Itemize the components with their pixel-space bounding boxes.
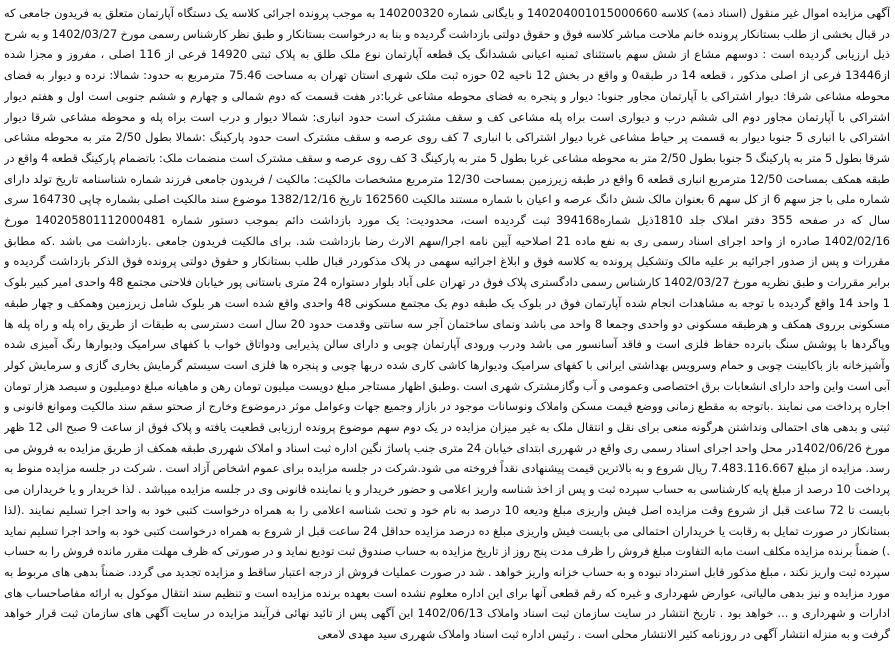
auction-notice-document bbox=[4, 3, 890, 667]
auction-notice-text: آگهی مزایده اموال غیر منقول (اسناد ذمه) کلاسه 140204001015000660 و بایگانی شماره 140200320 به موجب پرونده اجرائی کلاسه یک دستگاه آپارتمان متعلق به فریدون جامعی که در قبال بخشی از طلب بستانکار پرونده خانم ملاحت مباشر کلاسه فوق و حقوق دولتی بازداشت گردیده و بنا به درخواست بستانکار و طبق نظر کارشناس رسمی مورخ 1402/03/27 و به شرح ذیل ارزیابی گردیده است : دوسهم مشاع از شش سهم باستثنای ثمنیه اعیانی ششدانگ یک قطعه آپارتمان نوع ملک طلق به پلاک ثبتی 14920 فرعی از 116 اصلی ، مفروز و مجزا شده از13446 فرعی از اصلی مذکور ، قطعه 14 در طبقه0 و واقع در بخش 12 ناحیه 02 حوزه ثبت ملک شهری استان تهران به مساحت 75.46 مترمربع به حدود: شمالا: نرده و دیوار به فضای محوطه مشاعی شرقا: دیوار اشتراکی با آپارتمان مجاور جنوبا: دیوار و پنجره به فضای محوطه مشاعی غربا:در هفت قسمت که دوم شمالی و چهارم و ششم جنوبی است اول و هفتم دیوار اشتراکی با آپارتمان مجاور دوم الی ششم درب و دیواری است براه پله مشاعی کف و سقف مشترک است حدود انباری: شمالا دیوار و درب است براه پله و محوطه مشاعی شرقا دیوار اشتراکی با انباری 5 جنوبا دیوار به قسمت پر حیاط مشاعی غربا دیوار اشتراکی با انباری 7 کف روی عرصه و سقف مشترک است حدود پارکینگ :شمالا بطول 2/50 متر به محوطه مشاعی شرقا بطول 5 متر به پارکینگ 5 جنوبا بطول 2/50 متر به محوطه مشاعی غربا بطول 5 متر به پارکینگ 3 کف روی عرصه و سقف مشترک است منضمات ملک: باتضمام پارکینگ قطعه 4 واقع در طبقه همکف بمساحت 12/50 مترمربع انباری قطعه 6 واقع در طبقه زیرزمین بمساحت 12/30 مترمربع مشخصات مالکیت: مالکیت / فریدون جامعی فرزند شماره شناسنامه تاریخ تولد دارای شماره ملی با جز سهم 6 از کل سهم 6 بعنوان مالک شش دانگ عرصه و اعیان با شماره مستند مالکیت 162560 تاریخ 1382/12/16 موضوع سند مالکیت اصلی بشماره چاپی 164730 سری سال که در صفحه 355 دفتر املاک جلد 1810ذیل شماره394168 ثبت گردیده است، محدودیت: یک مورد بازداشت دائم بموجب دستور شماره 140205801112000481 مورخ 1402/02/16 صادره از واحد اجرای اسناد رسمی ری به نفع ماده 21 اصلاحیه آیین نامه اجرا/سهم الارث رضا بازداشت شد. برای مالکیت فریدون جامعی .بازداشت می باشد .که مطابق مقررات و پس از صدور اجرائیه بر علیه مالک وتشکیل پرونده به کلاسه فوق و ابلاغ اجرائیه سهمی در پلاک مذکوردر قبال طلب بستانکار و حقوق دولتی پرونده فوق الذکر بازداشت گردیده و برابر مقررات و طبق نظریه مورخ 1402/03/27 کارشناس رسمی دادگستری پلاک فوق در تهران علی آباد بلوار دستواره 24 متری باستانی پور خیابان فلاحتی مجتمع 48 واحدی امیر کبیر بلوک 1 واحد 14 واقع گردیده با توجه به مشاهدات انجام شده آپارتمان فوق در بلوک یک طبقه دوم یک مجتمع مسکونی 48 واحدی واقع شده است هر بلوک شامل زیرزمین وهمکف و چهار طبقه مسکونی برروی همکف و هرطبقه مسکونی دو واحدی وجمعا 8 واحد می باشد ونمای ساختمان آجر سه سانتی وقدمت حدود 20 سال است دسترسی به طبقات از طریق راه پله و راه پله ها وپاگردها با پوشش سنگ بانرده حفاظ فلزی است و فاقد آسانسور می باشد ودرب ورودی آپارتمان چوبی و دارای سالن پذیرایی ودواتاق خواب با کفهای سرامیک ودیوارها رنگ آمیزی شده وآشپزخانه باز باکابینت چوبی و حمام وسرویس بهداشتی ایرانی با کفهای سرامیک ودیوارها کاشی کاری شده دربها چوبی و پنجره ها فلزی است سیستم گرمایش بخاری گازی و سرمایش کولر آبی است واین واحد دارای انشعابات برق اختصاصی وعمومی و آب وگازمشترک شهری است .وطبق اظهار مستاجر مبلغ دویست میلیون تومان رهن و ماهیانه مبلغ دومیلیون و سیصد هزار تومان اجاره پرداخت می نمایند .باتوجه به مقطع زمانی ووضع قیمت مسکن واملاک ونوسانات موجود در بازار وجمیع جهات وعوامل موثر درموضوع وخارج از صحتو سقم سند مالکیت وموانع قانونی و ثبتی و بدهی های احتمالی ونداشتن هرگونه منعی برای نقل و انتقال ملک به غیر میزان مزایده در یک دوم سهم موضوع پرونده ارزیابی قطعیت یافته و پلاک فوق از ساعت 9 صبح الی 12 ظهر مورخ 1402/06/26در محل واحد اجرای اسناد رسمی ری واقع در شهرری ابتدای خیابان 24 متری جنب پاساژ نگین اداره ثبت اسناد و املاک شهرری طبقه همکف از طریق مزایده به فروش می رسد. مزایده از مبلغ 7.483.116.667 ریال شروع و به بالاترین قیمت پیشنهادی نقداً فروخته می شود.شرکت در جلسه مزایده برای عموم اشخاص آزاد است . شرکت در جلسه مزایده منوط به پرداخت 10 درصد از مبلغ پایه کارشناسی به حساب سپرده ثبت و پس از اخذ شناسه واریز اعلامی و حضور خریدار و یا نماینده قانونی وی در جلسه مزایده میباشد . لذا خریدار و یا خریداران می بایست تا 72 ساعت قبل از شروع وقت مزایده اصل فیش واریزی مبلغ ودیعه 10 درصد به نام خود و تحت شناسه اعلامی را به همراه درخواست کتبی خود به واحد اجرا تسلیم نمایند .(لذا بستانکار در صورت تمایل به رقابت یا خریداران احتمالی می بایست فیش واریزی مبلغ ده درصد مزایده حداقل 24 ساعت قبل از شروع به همراه درخواست کتبی خود به واحد اجرا تسلیم نماید .) ضمناً برنده مزایده مکلف است مابه التفاوت مبلغ فروش را ظرف مدت پنج روز از تاریخ مزایده به حساب صندوق ثبت تودیع نماید و در صورتی که ظرف مهلت مقرر مانده فروش را به حساب سپرده ثبت واریز نکند ، مبلغ مذکور قابل استرداد نبوده و به حساب خزانه واریز خواهد . شد در صورت عملیات فروش از درجه اعتبار ساقط و مزایده تجدید می گردد. ضمناً بدهی های مربوط به مورد مزایده و نیز بدهی مالیاتی، عوارض شهرداری و غیره که رقم قطعی آنها برای این اداره معلوم نشده است بعهده برنده مزایده است و تنظیم سند انتقال موکول به ارائه مفاصاحساب های ادارات و شهرداری و ... خواهد بود . تاریخ انتشار در سایت سازمان ثبت اسناد واملاک 1402/06/13 این آگهی پس از تائید نهائی فرآیند مزایده در سایت آگهی های سازمان ثبت قرار خواهد گرفت و به منزله انتشار آگهی در روزنامه کثیر الانتشار محلی است . رئیس اداره ثبت اسناد واملاک شهرری سید مهدی لامعی bbox=[4, 6, 890, 642]
